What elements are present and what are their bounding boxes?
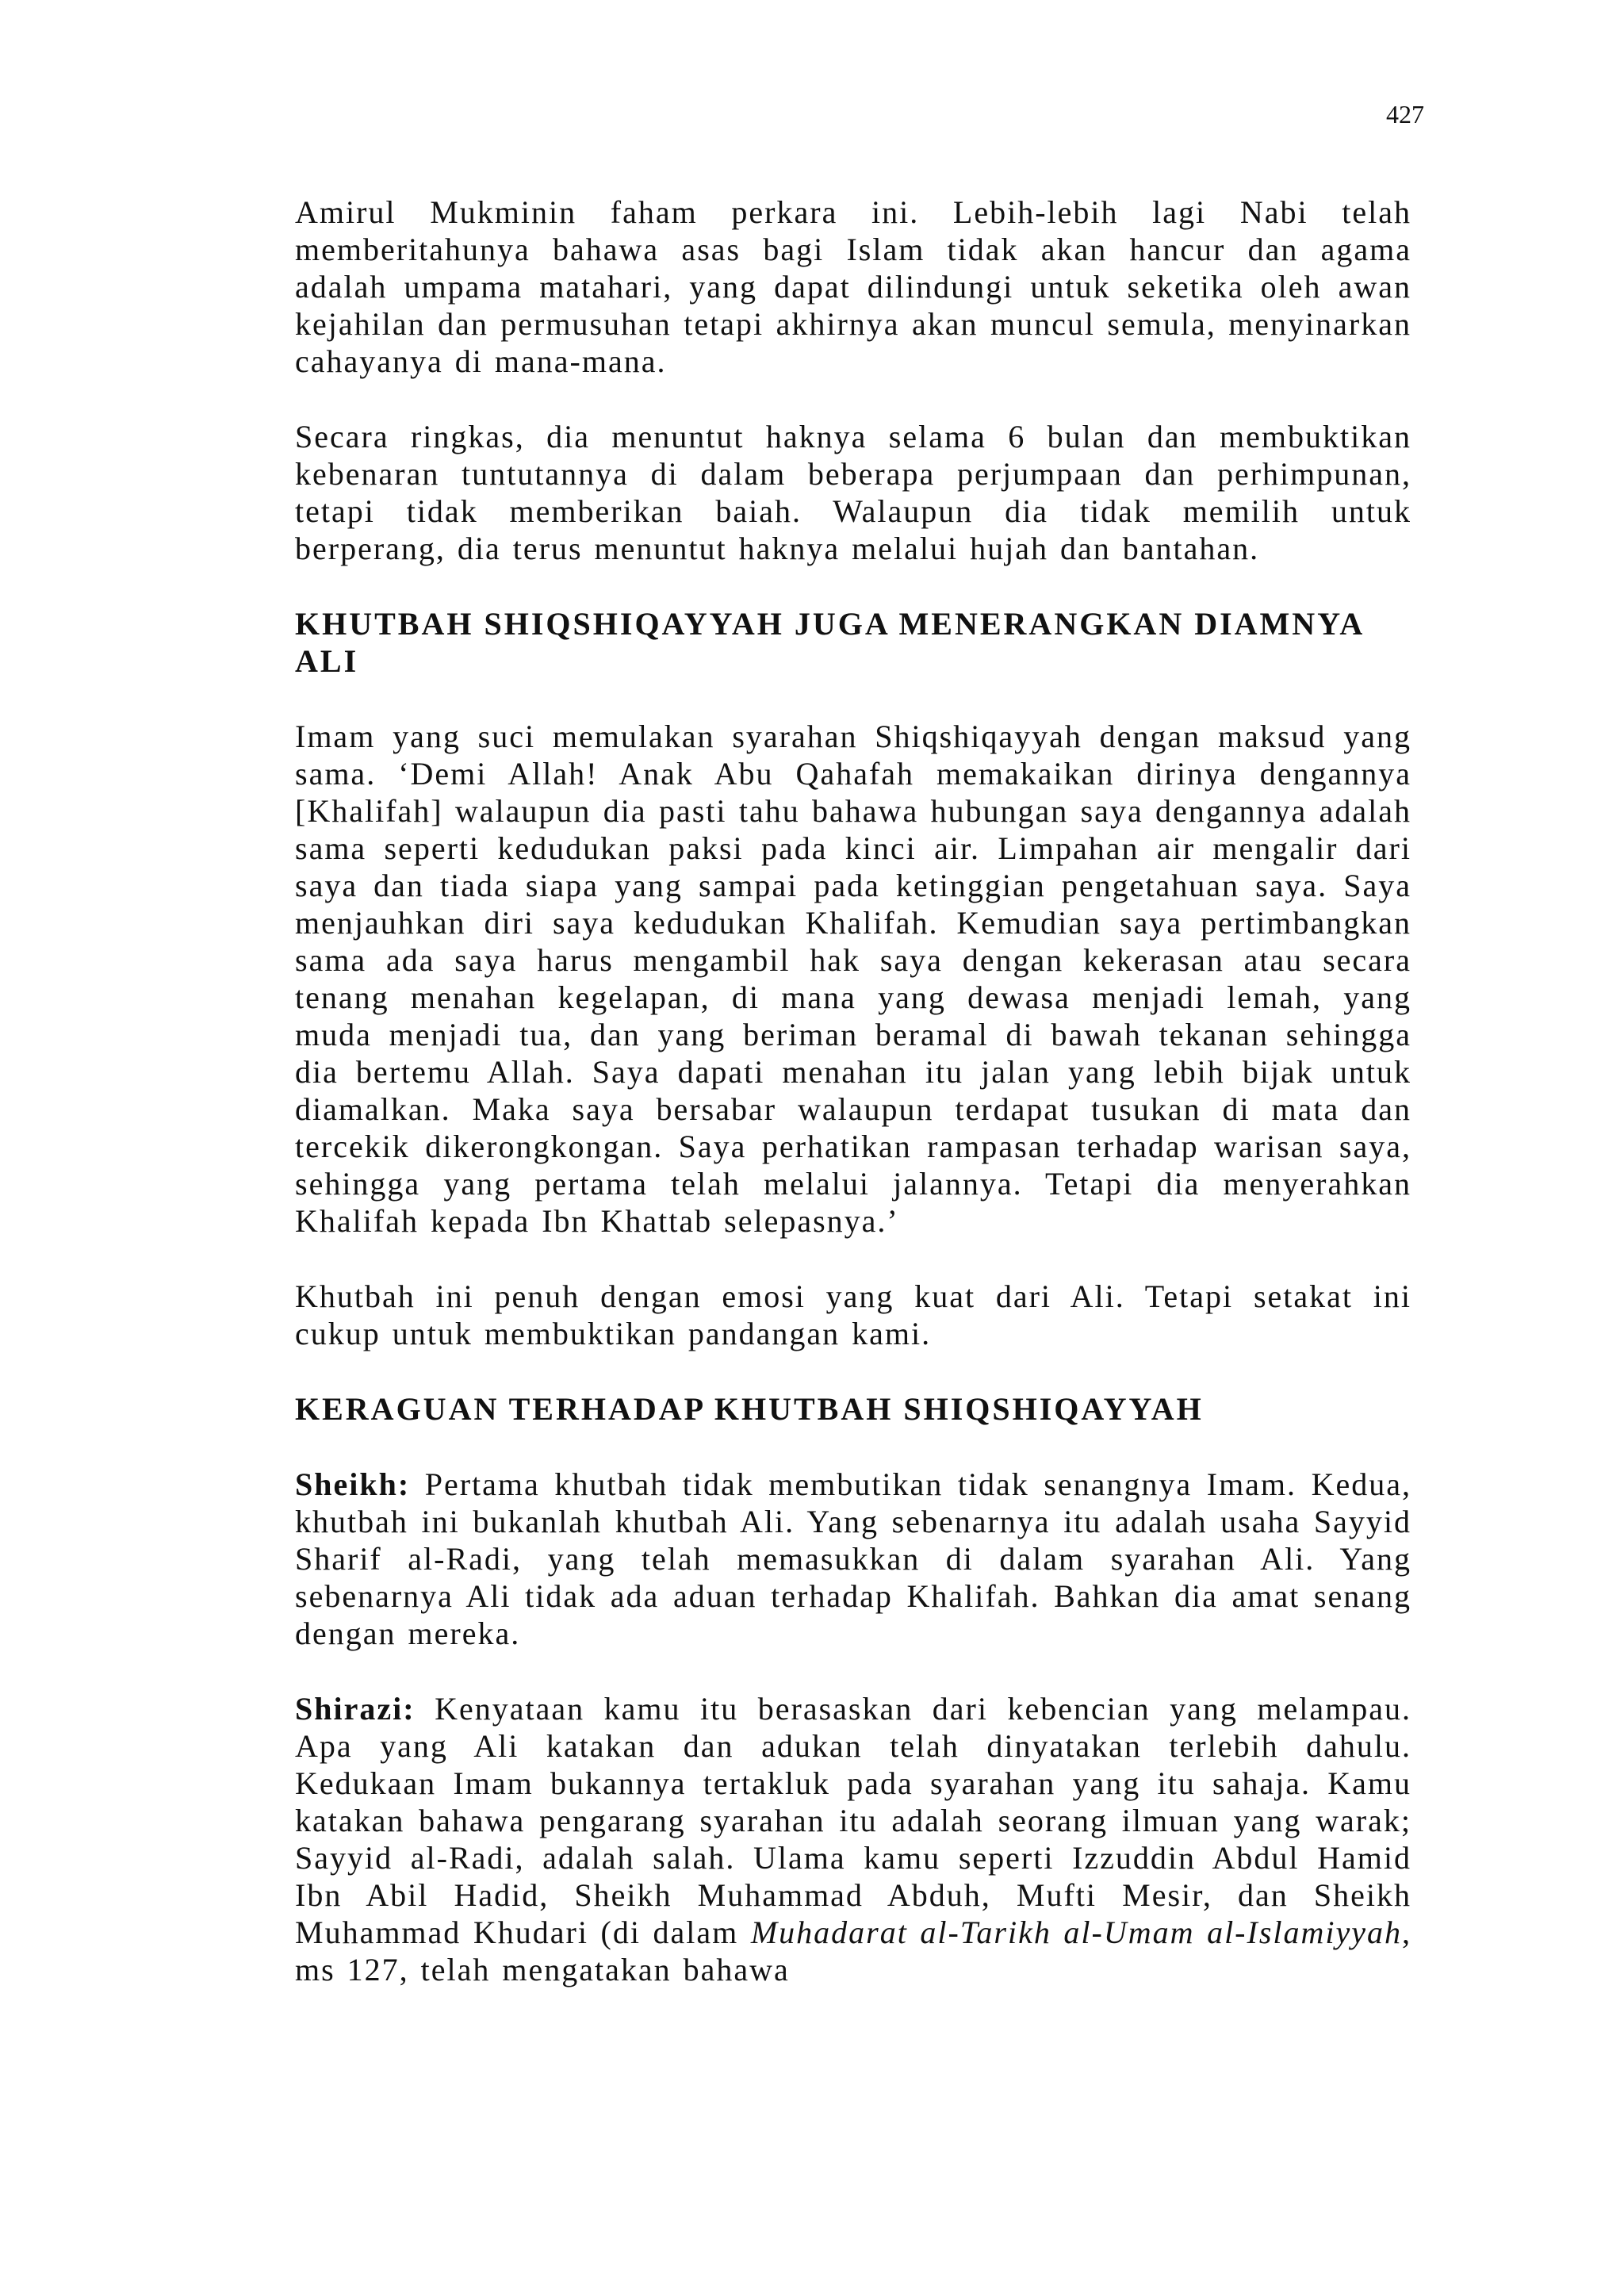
- section-heading-keraguan: KERAGUAN TERHADAP KHUTBAH SHIQSHIQAYYAH: [295, 1391, 1204, 1427]
- paragraph-shirazi: [295, 1690, 1411, 1988]
- speaker-label-sheikh: Sheikh:: [295, 1466, 411, 1502]
- paragraph-sheikh: [295, 1466, 1411, 1652]
- page-body: [295, 194, 1411, 2026]
- paragraph-2: Secara ringkas, dia menuntut haknya selama 6 bulan dan membuktikan kebenaran tuntutannya di dalam beberapa perjumpaan dan perhimpunan, tetapi tidak memberikan baiah. Walaupun dia tidak memilih untuk berperang, dia terus menuntut haknya melalui hujah dan bantahan.: [295, 419, 1411, 566]
- paragraph-3-quote: Imam yang suci memulakan syarahan Shiqshiqayyah dengan maksud yang sama. ‘Demi Allah! Anak Abu Qahafah memakaikan dirinya dengannya [Khalifah] walaupun dia pasti tahu bahawa hubungan saya dengannya adalah sama seperti kedudukan paksi pada kinci air. Limpahan air mengalir dari saya dan tiada siapa yang sampai pada ketinggian pengetahuan saya. Saya menjauhkan diri saya kedudukan Khalifah. Kemudian saya pertimbangkan sama ada saya harus mengambil hak saya dengan kekerasan atau secara tenang menahan kegelapan, di mana yang dewasa menjadi lemah, yang muda menjadi tua, dan yang beriman beramal di bawah tekanan sehingga dia bertemu Allah. Saya dapati menahan itu jalan yang lebih bijak untuk diamalkan. Maka saya bersabar walaupun terdapat tusukan di mata dan tercekik dikerongkongan. Saya perhatikan rampasan terhadap warisan saya, sehingga yang pertama telah melalui jalannya. Tetapi dia menyerahkan Khalifah kepada Ibn Khattab selepasnya.’: [295, 719, 1411, 1239]
- paragraph-shirazi-text: Kenyataan kamu itu berasaskan dari kebencian yang melampau. Apa yang Ali katakan dan adukan telah dinyatakan terlebih dahulu. Kedukaan Imam bukannya tertakluk pada syarahan yang itu sahaja. Kamu katakan bahawa pengarang syarahan itu adalah seorang ilmuan yang warak; Sayyid al-Radi, adalah salah. Ulama kamu seperti Izzuddin Abdul Hamid Ibn Abil Hadid, Sheikh Muhammad Abduh, Mufti Mesir, dan Sheikh Muhammad Khudari (di dalam: [295, 1691, 1412, 1950]
- paragraph-sheikh-text: Pertama khutbah tidak membutikan tidak senangnya Imam. Kedua, khutbah ini bukanlah khutbah Ali. Yang sebenarnya itu adalah usaha Sayyid Sharif al-Radi, yang telah memasukkan di dalam syarahan Ali. Yang sebenarnya Ali tidak ada aduan terhadap Khalifah. Bahkan dia amat senang dengan mereka.: [295, 1466, 1411, 1651]
- paragraph-4: Khutbah ini penuh dengan emosi yang kuat dari Ali. Tetapi setakat ini cukup untuk membuktikan pandangan kami.: [295, 1278, 1411, 1351]
- paragraph-shirazi-text-end: , ms 127, telah mengatakan bahawa: [295, 1915, 1412, 1987]
- book-title: Muhadarat al-Tarikh al-Umam al-Islamiyyah: [750, 1915, 1403, 1950]
- speaker-label-shirazi: Shirazi:: [295, 1691, 416, 1727]
- section-heading-diamnya-ali: KHUTBAH SHIQSHIQAYYAH JUGA MENERANGKAN DIAMNYA ALI: [295, 606, 1364, 679]
- page-number: 427: [1386, 100, 1424, 128]
- paragraph-1: Amirul Mukminin faham perkara ini. Lebih-lebih lagi Nabi telah memberitahunya bahawa asas bagi Islam tidak akan hancur dan agama adalah umpama matahari, yang dapat dilindungi untuk seketika oleh awan kejahilan dan permusuhan tetapi akhirnya akan muncul semula, menyinarkan cahayanya di mana-mana.: [295, 194, 1411, 379]
